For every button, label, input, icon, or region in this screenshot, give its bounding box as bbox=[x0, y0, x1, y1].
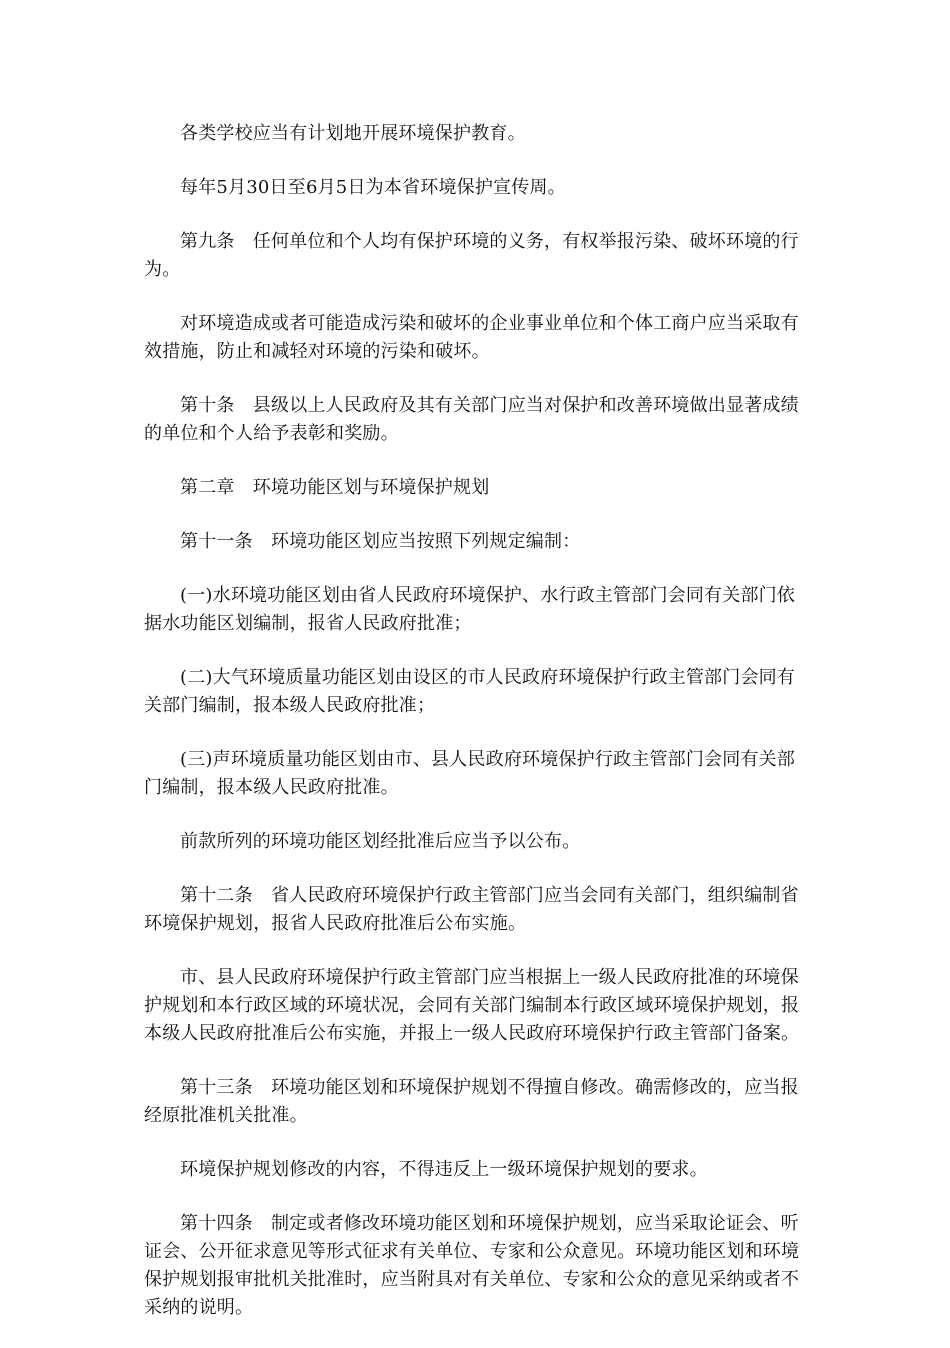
paragraph: 市、县人民政府环境保护行政主管部门应当根据上一级人民政府批准的环境保护规划和本行政区域的环境状况，会同有关部门编制本行政区域环境保护规划，报本级人民政府批准后公布实施，并报上一级人民政府环境保护行政主管部门备案。 bbox=[144, 967, 800, 1044]
paragraph: 各类学校应当有计划地开展环境保护教育。 bbox=[180, 123, 526, 144]
paragraph: 前款所列的环境功能区划经批准后应当予以公布。 bbox=[180, 831, 581, 852]
article-14-paragraph: 第十四条 制定或者修改环境功能区划和环境保护规划，应当采取论证会、听证会、公开征求意见等形式征求有关单位、专家和公众意见。环境功能区划和环境保护规划报审批机关批准时，应当附具对有关单位、专家和公众的意见采纳或者不采纳的说明。 bbox=[144, 1213, 800, 1318]
list-item: (三)声环境质量功能区划由市、县人民政府环境保护行政主管部门会同有关部门编制，报本级人民政府批准。 bbox=[144, 749, 796, 798]
document-body bbox=[144, 120, 804, 1348]
chapter-heading: 第二章 环境功能区划与环境保护规划 bbox=[180, 477, 490, 498]
article-13-paragraph: 第十三条 环境功能区划和环境保护规划不得擅自修改。确需修改的，应当报经原批准机关批准。 bbox=[144, 1077, 799, 1126]
list-item: (二)大气环境质量功能区划由设区的市人民政府环境保护行政主管部门会同有关部门编制，报本级人民政府批准； bbox=[144, 667, 796, 716]
article-10-paragraph: 第十条 县级以上人民政府及其有关部门应当对保护和改善环境做出显著成绩的单位和个人给予表彰和奖励。 bbox=[144, 395, 799, 444]
article-9-paragraph: 第九条 任何单位和个人均有保护环境的义务，有权举报污染、破坏环境的行为。 bbox=[144, 231, 799, 280]
article-11-paragraph: 第十一条 环境功能区划应当按照下列规定编制： bbox=[180, 531, 581, 552]
paragraph: 对环境造成或者可能造成污染和破坏的企业事业单位和个体工商户应当采取有效措施，防止和减轻对环境的污染和破坏。 bbox=[144, 313, 799, 362]
paragraph: 环境保护规划修改的内容，不得违反上一级环境保护规划的要求。 bbox=[180, 1159, 708, 1180]
list-item: (一)水环境功能区划由省人民政府环境保护、水行政主管部门会同有关部门依据水功能区划编制，报省人民政府批准； bbox=[144, 585, 796, 634]
paragraph: 每年5月30日至6月5日为本省环境保护宣传周。 bbox=[180, 177, 566, 198]
article-12-paragraph: 第十二条 省人民政府环境保护行政主管部门应当会同有关部门，组织编制省环境保护规划，报省人民政府批准后公布实施。 bbox=[144, 885, 799, 934]
